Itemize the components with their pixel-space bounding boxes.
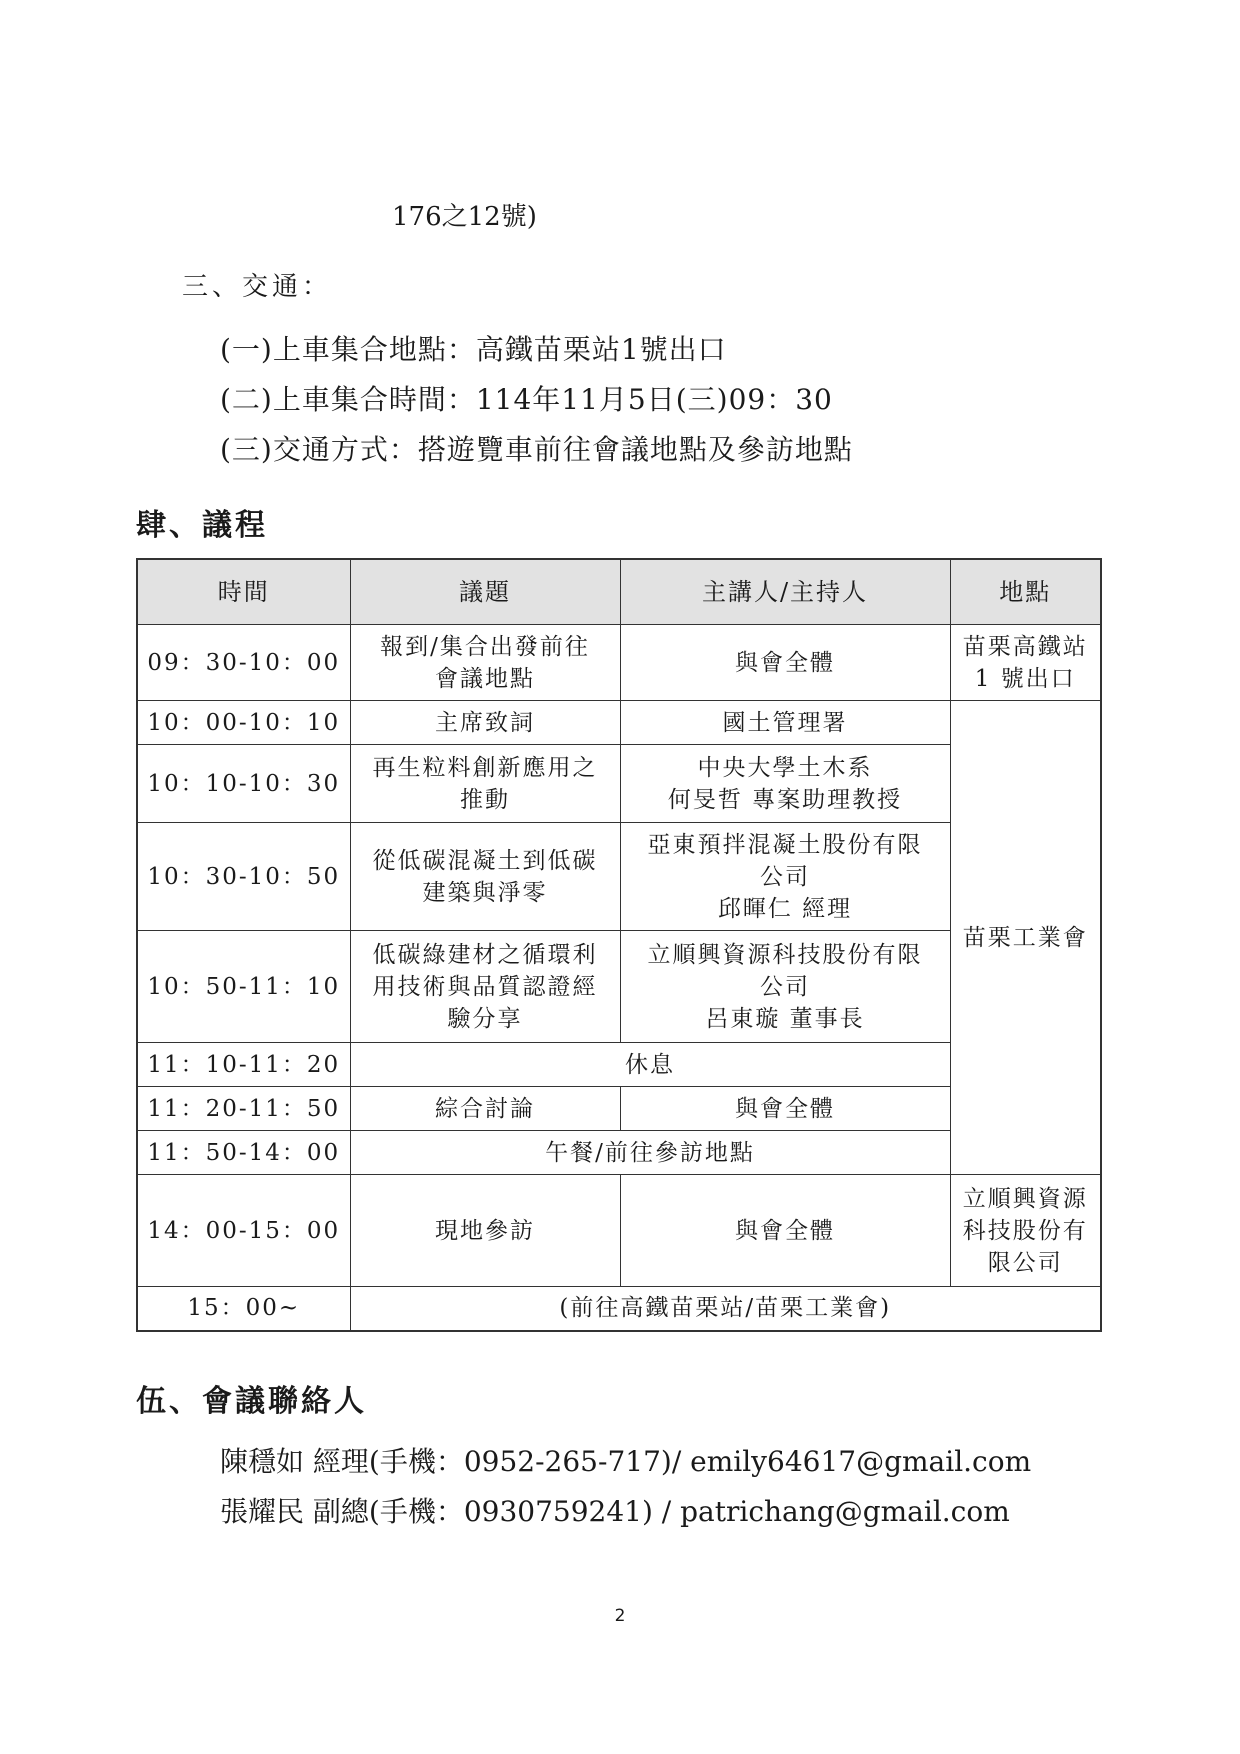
row-merged: 午餐/前往參訪地點 <box>350 1131 950 1175</box>
row-venue: 立順興資源 科技股份有 限公司 <box>950 1175 1101 1287</box>
row-topic: 再生粒料創新應用之 推動 <box>350 745 620 823</box>
row-topic: 現地參訪 <box>350 1175 620 1287</box>
contact-line-1: 陳穩如 經理(手機：0952-265-717)/ emily64617@gmail.com <box>220 1445 1032 1478</box>
table-row <box>137 1175 1101 1287</box>
row-topic: 報到/集合出發前往 會議地點 <box>350 625 620 701</box>
row-topic: 從低碳混凝土到低碳 建築與淨零 <box>350 823 620 931</box>
row-speaker: 與會全體 <box>620 1175 950 1287</box>
table-header-row <box>137 559 1101 625</box>
row-time: 14：00-15：00 <box>137 1175 350 1287</box>
row-time: 10：10-10：30 <box>137 745 350 823</box>
header-venue: 地點 <box>950 559 1101 625</box>
header-topic: 議題 <box>350 559 620 625</box>
table-row <box>137 1287 1101 1331</box>
row-time: 15：00~ <box>137 1287 350 1331</box>
row-time: 11：20-11：50 <box>137 1087 350 1131</box>
row-speaker: 亞東預拌混凝土股份有限 公司 邱暉仁 經理 <box>620 823 950 931</box>
shared-venue-cell: 苗栗工業會 <box>950 701 1101 1175</box>
transport-item-3: (三)交通方式：搭遊覽車前往會議地點及參訪地點 <box>220 433 853 466</box>
row-venue: 苗栗高鐵站 1 號出口 <box>950 625 1101 701</box>
contact-line-2: 張耀民 副總(手機：0930759241) / patrichang@gmail.com <box>220 1495 1010 1528</box>
row-time: 11：50-14：00 <box>137 1131 350 1175</box>
header-speaker: 主講人/主持人 <box>620 559 950 625</box>
row-time: 10：00-10：10 <box>137 701 350 745</box>
table-row <box>137 625 1101 701</box>
transport-item-2: (二)上車集合時間：114年11月5日(三)09：30 <box>220 383 833 416</box>
page-number: 2 <box>614 1606 626 1626</box>
row-speaker: 中央大學土木系 何旻哲 專案助理教授 <box>620 745 950 823</box>
row-speaker: 與會全體 <box>620 1087 950 1131</box>
row-speaker: 國土管理署 <box>620 701 950 745</box>
section-4-title: 肆、議程 <box>136 508 268 543</box>
row-topic: 低碳綠建材之循環利 用技術與品質認證經 驗分享 <box>350 931 620 1043</box>
row-time: 10：30-10：50 <box>137 823 350 931</box>
section-3-title: 三、交通： <box>182 272 333 302</box>
section-5-title: 伍、會議聯絡人 <box>136 1384 367 1419</box>
header-time: 時間 <box>137 559 350 625</box>
table-row <box>137 701 1101 745</box>
agenda-table <box>136 558 1102 1332</box>
row-topic: 綜合討論 <box>350 1087 620 1131</box>
row-time: 11：10-11：20 <box>137 1043 350 1087</box>
row-merged: (前往高鐵苗栗站/苗栗工業會) <box>350 1287 1101 1331</box>
row-time: 10：50-11：10 <box>137 931 350 1043</box>
row-time: 09：30-10：00 <box>137 625 350 701</box>
transport-item-1: (一)上車集合地點：高鐵苗栗站1號出口 <box>220 333 727 366</box>
address-continuation: 176之12號) <box>392 202 537 232</box>
row-speaker: 立順興資源科技股份有限 公司 呂東璇 董事長 <box>620 931 950 1043</box>
row-speaker: 與會全體 <box>620 625 950 701</box>
row-topic: 主席致詞 <box>350 701 620 745</box>
row-merged: 休息 <box>350 1043 950 1087</box>
